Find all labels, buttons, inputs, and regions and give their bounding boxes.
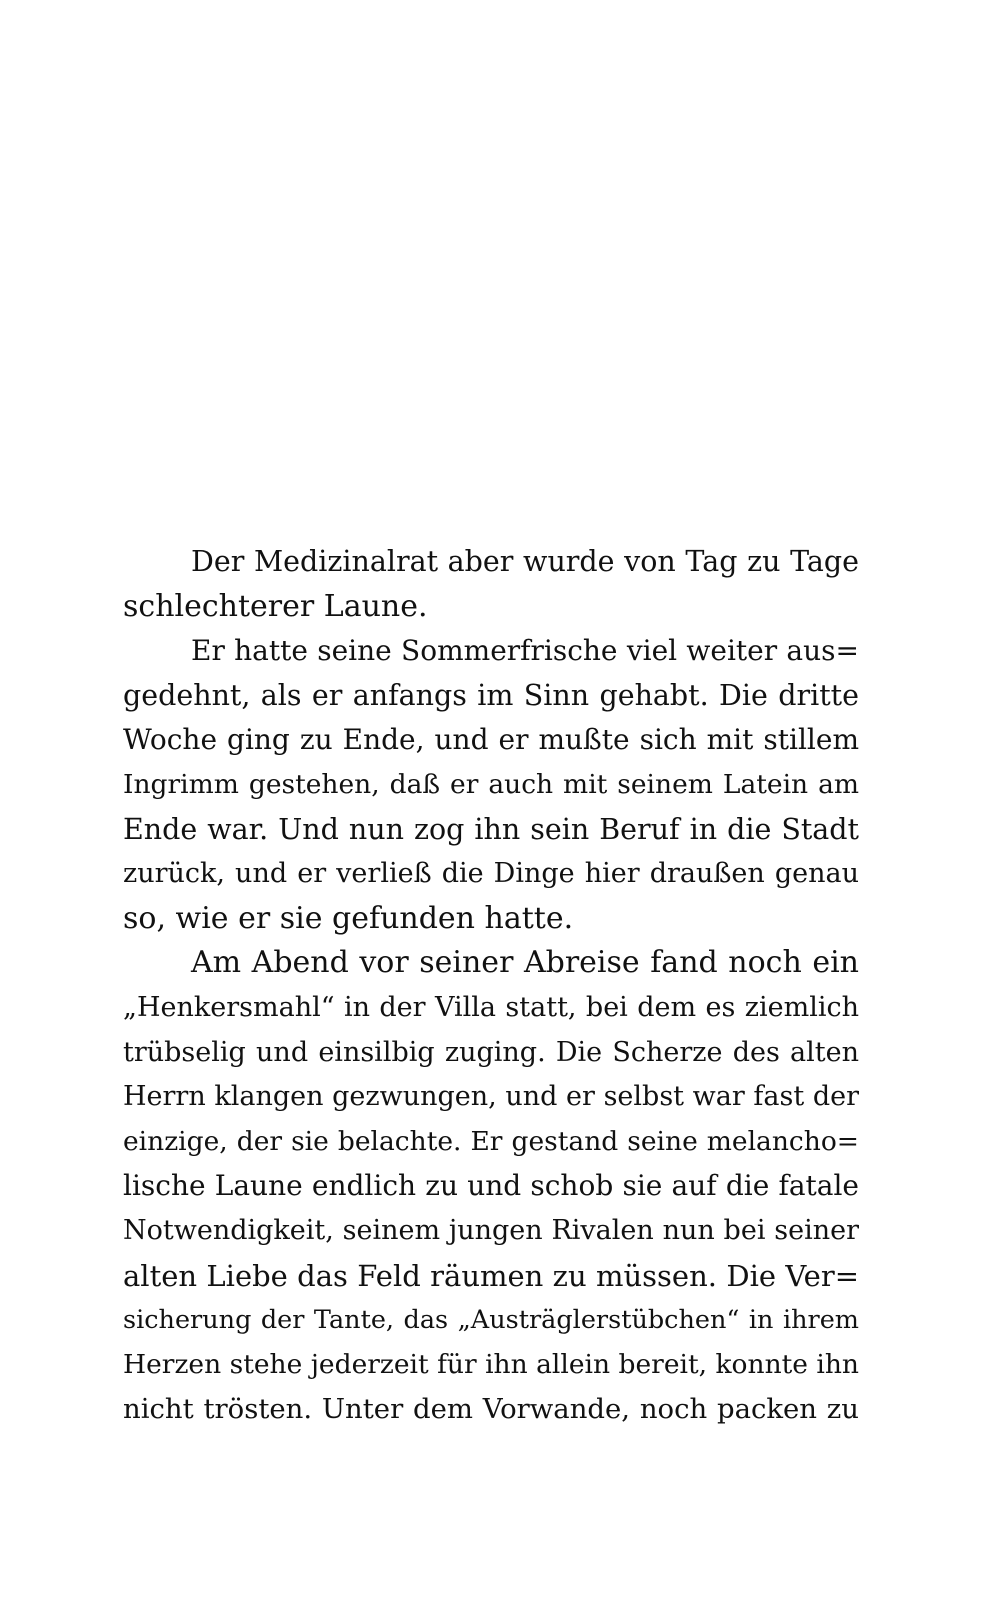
text-line: Ingrimm gestehen, daß er auch mit seinem Latein am: [123, 768, 859, 800]
text-line: Herrn klangen gezwungen, und er selbst war fast der: [123, 1081, 859, 1113]
text-line: sicherung der Tante, das „Austräglerstübchen“ in ihrem: [123, 1305, 859, 1336]
paragraph-3: [123, 941, 859, 1432]
text-line: lische Laune endlich zu und schob sie auf die fatale: [123, 1169, 859, 1203]
text-line: gedehnt, als er anfangs im Sinn gehabt. Die dritte: [123, 678, 859, 712]
text-line: Notwendigkeit, seinem jungen Rivalen nun bei seiner: [123, 1214, 859, 1246]
paragraph-2: [123, 629, 859, 941]
text-line: trübselig und einsilbig zuging. Die Scherze des alten: [123, 1036, 859, 1068]
text-line: nicht trösten. Unter dem Vorwande, noch packen zu: [123, 1393, 859, 1426]
text-line: zurück, und er verließ die Dinge hier draußen genau: [123, 858, 859, 890]
text-line: Herzen stehe jederzeit für ihn allein bereit, konnte ihn: [123, 1348, 859, 1380]
text-line: einzige, der sie belachte. Er gestand seine melancho=: [123, 1125, 859, 1157]
text-line: Er hatte seine Sommerfrische viel weiter aus=: [191, 634, 859, 668]
text-line: alten Liebe das Feld räumen zu müssen. Die Ver=: [123, 1258, 859, 1293]
text-line: „Henkersmahl“ in der Villa statt, bei dem es ziemlich: [123, 991, 859, 1023]
text-line: Am Abend vor seiner Abreise fand noch ein: [191, 945, 859, 981]
text-line: so, wie er sie gefunden hatte.: [123, 900, 574, 936]
text-line: Der Medizinalrat aber wurde von Tag zu Tage: [191, 545, 859, 578]
body-text: [123, 540, 859, 1432]
text-line: Woche ging zu Ende, und er mußte sich mit stillem: [123, 723, 859, 757]
text-line: schlechterer Laune.: [123, 588, 428, 624]
paragraph-1: [123, 540, 859, 629]
text-line: Ende war. Und nun zog ihn sein Beruf in die Stadt: [123, 812, 859, 846]
